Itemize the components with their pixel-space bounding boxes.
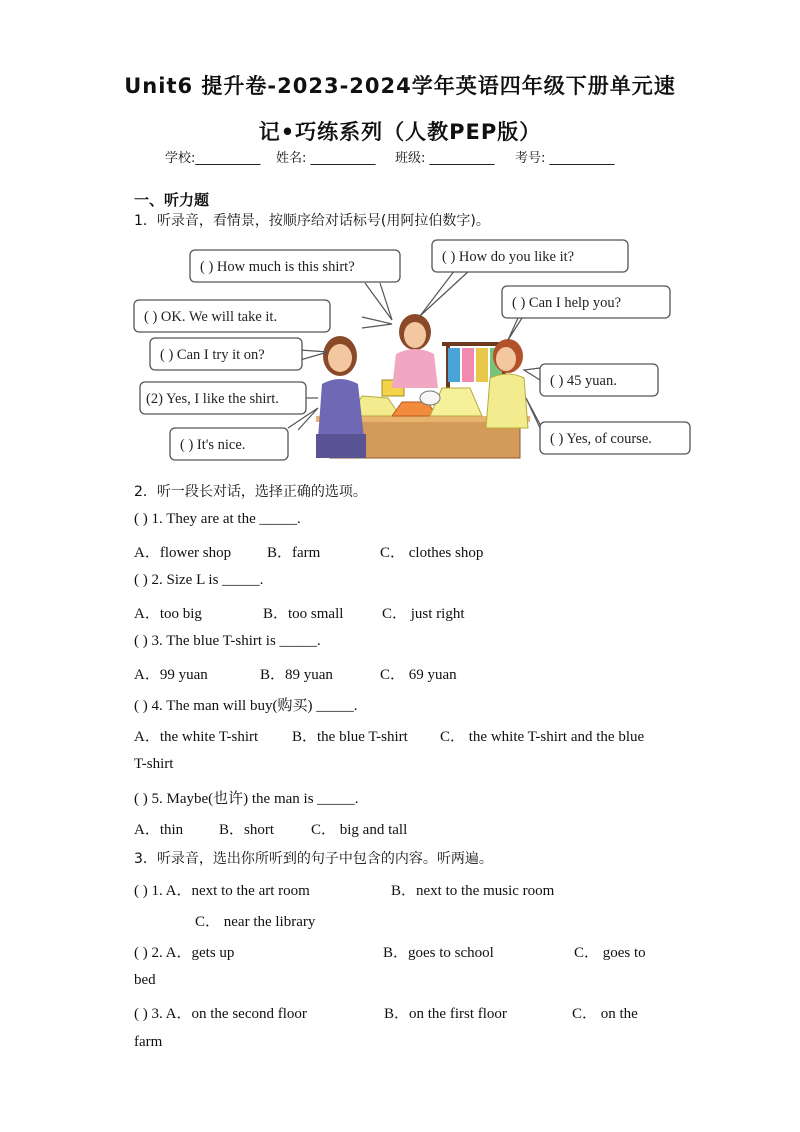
customer-woman xyxy=(316,336,366,458)
q2-item-3-stem: ( ) 3. The blue T-shirt is _____. xyxy=(134,633,321,649)
q2-item-1-stem: ( ) 1. They are at the _____. xyxy=(134,511,301,527)
shop-scene-illustration xyxy=(130,238,700,470)
speech-bubble-try-it-on xyxy=(150,338,302,370)
q3-item-2-option-c: C． goes to xyxy=(574,945,646,961)
shop-assistant xyxy=(392,314,438,388)
svg-text:( ) It's nice.: ( ) It's nice. xyxy=(180,437,246,453)
school-field: 学校:__________ xyxy=(165,151,261,166)
q2-item-2-option-c: C． just right xyxy=(382,606,465,622)
svg-text:( ) Can I help you?: ( ) Can I help you? xyxy=(512,295,622,311)
speech-bubble-like-the-shirt xyxy=(140,382,306,414)
svg-text:( ) Can I try it on?: ( ) Can I try it on? xyxy=(160,347,265,363)
q3-item-3-option-b: B．on the first floor xyxy=(384,1006,507,1022)
q3-item-3-stem: ( ) 3. A．on the second floor xyxy=(134,1006,307,1022)
speech-bubble-how-do-you-like xyxy=(432,240,628,272)
speech-bubble-yes-of-course xyxy=(540,422,690,454)
q2-item-1-option-b: B．farm xyxy=(267,545,321,561)
q2-item-4-option-a: A．the white T-shirt xyxy=(134,729,259,745)
q3-item-2-option-c-cont: bed xyxy=(134,972,156,988)
speech-bubble-45-yuan xyxy=(540,364,658,396)
svg-text:( ) OK. We will take it.: ( ) OK. We will take it. xyxy=(144,309,278,325)
q2-item-2-stem: ( ) 2. Size L is _____. xyxy=(134,572,264,588)
q2-item-5-option-a: A．thin xyxy=(134,822,184,838)
speech-bubble-can-i-help xyxy=(502,286,670,318)
q2-item-4-option-c: C． the white T-shirt and the blue xyxy=(440,729,645,745)
q2-item-3-option-a: A．99 yuan xyxy=(134,667,208,683)
svg-text:( ) How much is this shirt: ( ) How much is this shirt? xyxy=(200,259,355,275)
q2-item-4-option-b: B．the blue T-shirt xyxy=(292,729,408,745)
speech-bubble-ok-take-it xyxy=(134,300,330,332)
svg-text:( ) 45 yuan.: ( ) 45 yuan. xyxy=(550,373,617,389)
number-field: 考号: __________ xyxy=(515,151,615,166)
q2-item-4-stem: ( ) 4. The man will buy(购买) _____. xyxy=(134,698,358,714)
q2-instruction: 2．听一段长对话，选择正确的选项。 xyxy=(134,484,367,500)
q3-item-1-option-b: B．next to the music room xyxy=(391,883,555,899)
svg-text:(2) Yes, I like the shirt.: (2) Yes, I like the shirt. xyxy=(146,391,279,407)
q2-item-5-option-c: C． big and tall xyxy=(311,822,408,838)
hat xyxy=(420,391,440,405)
q2-item-1-option-a: A．flower shop xyxy=(134,545,232,561)
q2-item-5-stem: ( ) 5. Maybe(也许) the man is _____. xyxy=(134,791,359,807)
speech-bubble-how-much xyxy=(190,250,400,282)
q2-item-2-option-a: A．too big xyxy=(134,606,202,622)
q3-item-3-option-c-cont: farm xyxy=(134,1034,163,1050)
q1-instruction: 1．听录音，看情景，按顺序给对话标号(用阿拉伯数字)。 xyxy=(134,213,490,229)
q3-item-2-stem: ( ) 2. A．gets up xyxy=(134,945,235,961)
svg-text:( ) Yes, of course.: ( ) Yes, of course. xyxy=(550,431,652,447)
section-heading: 一、听力题 xyxy=(134,191,210,209)
q2-item-3-option-b: B．89 yuan xyxy=(260,667,333,683)
page-title-line1: Unit6 提升卷-2023-2024学年英语四年级下册单元速 xyxy=(124,74,676,98)
q2-item-4-option-c-cont: T-shirt xyxy=(134,756,174,772)
class-field: 班级: __________ xyxy=(395,151,495,166)
q3-instruction: 3．听录音，选出你所听到的句子中包含的内容。听两遍。 xyxy=(134,851,493,867)
q3-item-1-option-c: C． near the library xyxy=(195,914,316,930)
name-field: 姓名: __________ xyxy=(276,151,376,166)
q2-item-2-option-b: B．too small xyxy=(263,606,344,622)
q2-item-1-option-c: C． clothes shop xyxy=(380,545,484,561)
page-title-line2: 记•巧练系列（人教PEP版） xyxy=(258,120,542,144)
q3-item-1-stem: ( ) 1. A．next to the art room xyxy=(134,883,310,899)
q2-item-5-option-b: B．short xyxy=(219,822,275,838)
q3-item-2-option-b: B．goes to school xyxy=(383,945,494,961)
q2-item-3-option-c: C． 69 yuan xyxy=(380,667,457,683)
svg-text:( ) How do you like it?: ( ) How do you like it? xyxy=(442,249,575,265)
speech-bubble-its-nice xyxy=(170,428,288,460)
q3-item-3-option-c: C． on the xyxy=(572,1006,638,1022)
